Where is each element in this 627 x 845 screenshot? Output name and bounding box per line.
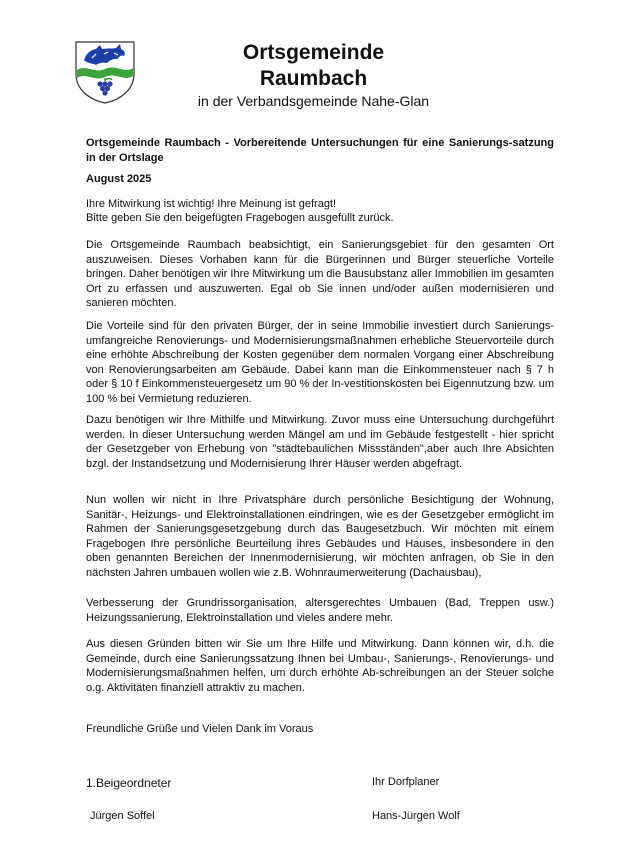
intro-line-1: Ihre Mitwirkung ist wichtig! Ihre Meinung ist gefragt! <box>86 198 337 210</box>
intro-line-2: Bitte geben Sie den beigefügten Fragebogen ausgefüllt zurück. <box>86 212 394 224</box>
paragraph-3: Dazu benötigen wir Ihre Mithilfe und Mitwirkung. Zuvor muss eine Untersuchung durchgeführt werden. In dieser Untersuchung werden Mängel am und im Gebäude festgestellt - hier spricht der Gesetzgeber von Erhebung von "städtebaulichen Missständen",aber auch Ihre Absichten bzgl. der Instandsetzung und Modernisierung Ihrer Häuser werden abgefragt. <box>86 414 554 470</box>
signature-right-name: Hans-Jürgen Wolf <box>372 810 460 822</box>
letter-subject: Ortsgemeinde Raumbach - Vorbereitende Untersuchungen für eine Sanierungs-satzung in der Ortslage <box>86 137 554 164</box>
page-title-line1: Ortsgemeinde <box>242 41 385 64</box>
signature-left-name: Jürgen Soffel <box>90 810 155 822</box>
paragraph-4: Nun wollen wir nicht in Ihre Privatsphäre durch persönliche Besichtigung der Wohnung, Sanitär-, Heizungs- und Elektroinstallationen eindringen, wie es der Gesetzgeber ermöglicht im Rahmen der Sanierungsgesetzgebung durch das Baugesetzbuch. Wir möchten mit einem Fragebogen Ihre persönliche Beurteilung ihres Gebäudes und Hauses, insbesondere in den oben genannten Bereichen der Innenmodernisierung, wir möchten anfragen, ob Sie in den nächsten Jahren umbauen wollen wie z.B. Wohnraumerweiterung (Dachausbau), <box>86 494 554 579</box>
signature-left-role: 1.Beigeordneter <box>86 776 172 790</box>
paragraph-5: Verbesserung der Grundrissorganisation, altersgerechtes Umbauen (Bad, Treppen usw.) Heizungssanierung, Elektroinstallation und vieles andere mehr. <box>86 597 554 624</box>
page-title-line2: Raumbach <box>259 67 368 90</box>
paragraph-2: Die Vorteile sind für den privaten Bürger, der in seine Immobilie investiert durch Sanierungs-umfangreiche Renovierungs- und Modernisierungsmaßnahmen erhebliche Steuervorteile durch eine erhöhte Abschreibung der Kosten gegenüber dem normalen Vorgang einer Abschreibung von Renovierungsarbeiten am Gebäude. Dabei kann man die Einkommensteuer nach § 7 h oder § 10 f Einkommensteuergesetz um 90 % der In-vestitionskosten bei Eigennutzung bzw. um 100 % bei Vermietung reduzieren. <box>86 320 554 405</box>
paragraph-1: Die Ortsgemeinde Raumbach beabsichtigt, ein Sanierungsgebiet für den gesamten Ort auszuweisen. Dieses Vorhaben kann für die Bürgerinnen und Bürger steuerliche Vorteile bringen. Daher benötigen wir Ihre Mitwirkung um die Bausubstanz aller Immobilien im gesamten Ort zu erfassen und auszuwerten. Egal ob Sie innen und/oder außen modernisieren und sanieren möchten. <box>86 239 554 310</box>
page-subtitle: in der Verbandsgemeinde Nahe-Glan <box>197 93 430 109</box>
letter-date: August 2025 <box>86 173 152 185</box>
paragraph-6: Aus diesen Gründen bitten wir Sie um Ihre Hilfe und Mitwirkung. Dann können wir, d.h. die Gemeinde, durch eine Sanierungssatzung Ihnen bei Umbau-, Sanierungs-, Renovierungs- und Modernisierungsmaßnahmen helfen, um durch erhöhte Ab-schreibungen an der Steuer solche o.g. Aktivitäten finanziell attraktiv zu machen. <box>86 638 554 694</box>
closing-text: Freundliche Grüße und Vielen Dank im Voraus <box>86 723 314 735</box>
signature-right-role: Ihr Dorfplaner <box>372 776 440 788</box>
